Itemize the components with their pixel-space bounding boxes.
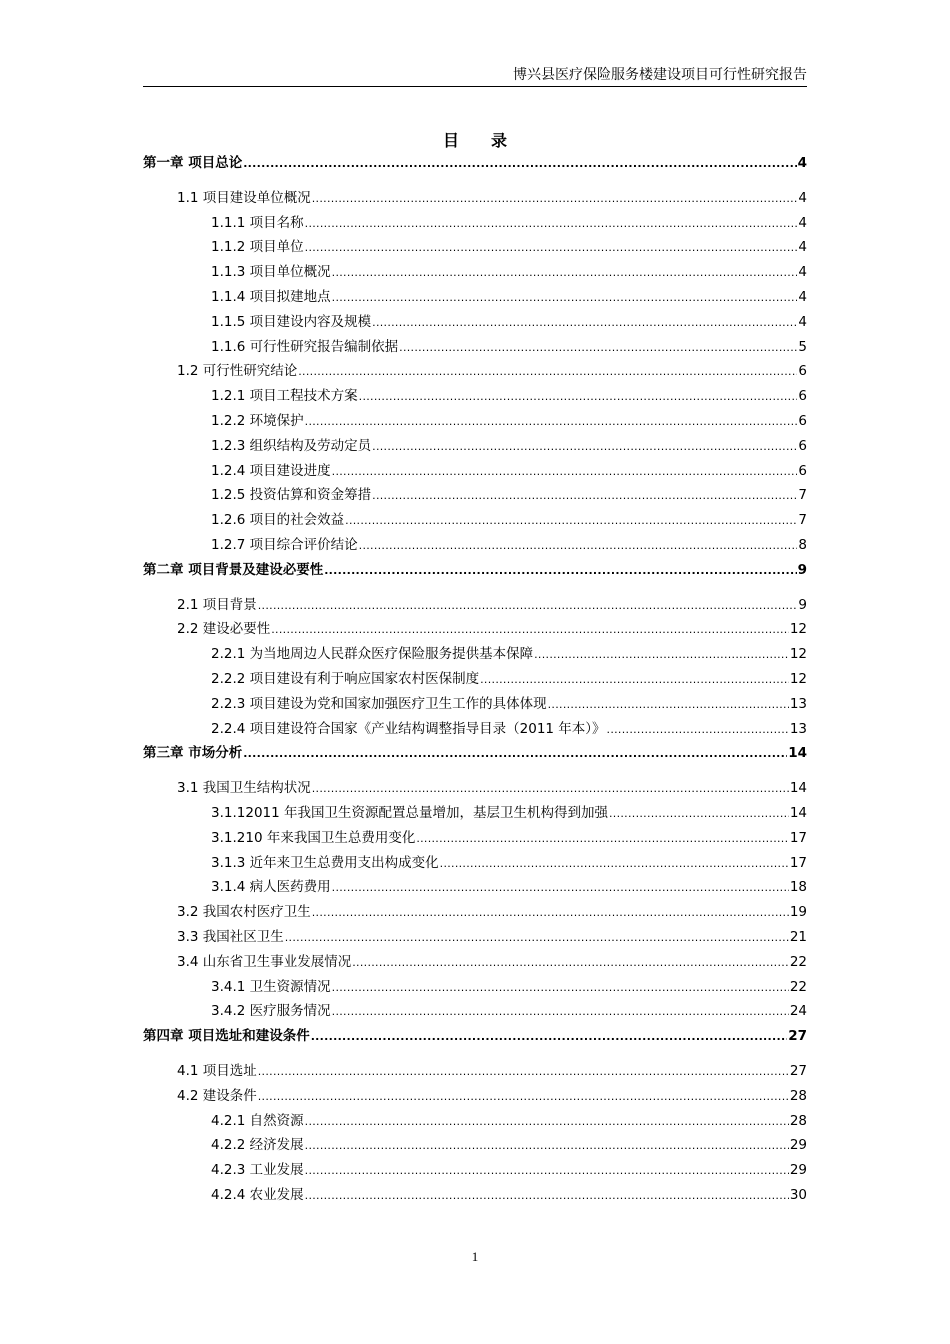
toc-entry-label: 1.1.2 项目单位 xyxy=(211,239,304,256)
toc-entry-page: 13 xyxy=(789,720,807,737)
toc-leader-dots xyxy=(305,1137,789,1155)
toc-leader-dots xyxy=(372,487,797,505)
toc-section-entry[interactable] xyxy=(177,1062,807,1081)
toc-leader-dots xyxy=(440,855,789,873)
toc-entry-label: 4.1 项目选址 xyxy=(177,1063,257,1079)
toc-entry-page: 4 xyxy=(797,155,807,171)
toc-leader-dots xyxy=(312,190,798,208)
toc-entry-label: 3.1.210 年来我国卫生总费用变化 xyxy=(211,829,416,846)
toc-entry-page: 12 xyxy=(789,621,807,638)
toc-entry-page: 29 xyxy=(789,1162,807,1179)
toc-leader-dots xyxy=(372,438,797,456)
toc-section-entry[interactable] xyxy=(177,903,807,922)
toc-entry-page: 6 xyxy=(798,413,807,429)
toc-leader-dots xyxy=(534,646,789,664)
running-header: 博兴县医疗保险服务楼建设项目可行性研究报告 xyxy=(513,68,807,83)
toc-subsection-entry[interactable] xyxy=(211,670,807,689)
toc-entry-label: 1.1.3 项目单位概况 xyxy=(211,264,331,281)
toc-leader-dots xyxy=(548,696,789,714)
toc-entry-page: 8 xyxy=(798,537,807,553)
toc-leader-dots xyxy=(258,1063,789,1081)
toc-entry-label: 1.2.1 项目工程技术方案 xyxy=(211,388,358,405)
toc-entry-page: 13 xyxy=(789,695,807,712)
toc-entry-label: 2.2 建设必要性 xyxy=(177,621,271,638)
toc-leader-dots xyxy=(352,954,789,972)
toc-entry-label: 1.2.4 项目建设进度 xyxy=(211,462,331,479)
toc-leader-dots xyxy=(305,1113,789,1131)
toc-entry-label: 3.1.3 近年来卫生总费用支出构成变化 xyxy=(211,854,439,871)
toc-subsection-entry[interactable] xyxy=(211,1112,807,1131)
toc-chapter-entry[interactable] xyxy=(143,1027,807,1046)
toc-leader-dots xyxy=(258,597,798,615)
toc-entry-page: 6 xyxy=(798,388,807,405)
toc-subsection-entry[interactable] xyxy=(211,214,807,233)
toc-entry-page: 30 xyxy=(789,1187,807,1203)
toc-section-entry[interactable] xyxy=(177,1087,807,1106)
toc-leader-dots xyxy=(305,215,798,233)
toc-subsection-entry[interactable] xyxy=(211,238,807,257)
toc-entry-label: 3.4 山东省卫生事业发展情况 xyxy=(177,953,352,970)
toc-entry-label: 第一章 项目总论 xyxy=(143,155,243,171)
toc-subsection-entry[interactable] xyxy=(211,645,807,664)
toc-entry-label: 第四章 项目选址和建设条件 xyxy=(143,1028,310,1045)
toc-section-entry[interactable] xyxy=(177,596,807,615)
toc-subsection-entry[interactable] xyxy=(211,1002,807,1021)
toc-entry-label: 4.2.1 自然资源 xyxy=(211,1112,304,1129)
toc-entry-page: 27 xyxy=(788,1028,807,1045)
toc-entry-label: 1.2.2 环境保护 xyxy=(211,413,304,429)
toc-leader-dots xyxy=(305,413,798,431)
toc-entry-page: 6 xyxy=(798,437,807,454)
toc-title: 目 录 xyxy=(442,133,521,150)
toc-subsection-entry[interactable] xyxy=(211,854,807,873)
toc-entry-page: 7 xyxy=(798,487,807,504)
toc-entry-page: 18 xyxy=(789,879,807,896)
toc-section-entry[interactable] xyxy=(177,953,807,972)
toc-entry-page: 4 xyxy=(798,239,807,256)
toc-entry-label: 3.4.1 卫生资源情况 xyxy=(211,978,331,995)
toc-entry-label: 1.2.3 组织结构及劳动定员 xyxy=(211,437,372,454)
toc-entry-label: 4.2 建设条件 xyxy=(177,1087,257,1104)
toc-leader-dots xyxy=(305,1187,789,1205)
toc-entry-label: 2.2.3 项目建设为党和国家加强医疗卫生工作的具体体现 xyxy=(211,695,547,712)
toc-entry-label: 3.1 我国卫生结构状况 xyxy=(177,780,311,797)
toc-section-entry[interactable] xyxy=(177,189,807,208)
toc-entry-page: 14 xyxy=(789,805,807,821)
toc-entry-label: 3.3 我国社区卫生 xyxy=(177,929,284,945)
toc-leader-dots xyxy=(332,264,798,282)
toc-leader-dots xyxy=(332,289,798,307)
toc-entry-page: 6 xyxy=(798,462,807,479)
toc-chapter-entry[interactable] xyxy=(143,561,807,580)
toc-subsection-entry[interactable] xyxy=(211,1186,807,1205)
toc-entry-label: 1.2.5 投资估算和资金筹措 xyxy=(211,487,372,504)
toc-leader-dots xyxy=(359,388,798,406)
toc-entry-label: 第二章 项目背景及建设必要性 xyxy=(143,561,324,578)
toc-leader-dots xyxy=(305,239,798,257)
toc-entry-page: 29 xyxy=(789,1137,807,1154)
toc-leader-dots xyxy=(312,780,789,798)
toc-entry-page: 4 xyxy=(798,264,807,281)
toc-entry-page: 14 xyxy=(788,745,807,762)
toc-leader-dots xyxy=(607,721,789,739)
toc-leader-dots xyxy=(258,1088,789,1106)
toc-entry-label: 1.2 可行性研究结论 xyxy=(177,363,298,380)
toc-section-entry[interactable] xyxy=(177,928,807,947)
toc-subsection-entry[interactable] xyxy=(211,720,807,739)
toc-entry-label: 1.1.6 可行性研究报告编制依据 xyxy=(211,338,399,355)
toc-subsection-entry[interactable] xyxy=(211,338,807,357)
toc-leader-dots xyxy=(609,805,789,823)
toc-entry-label: 3.1.4 病人医药费用 xyxy=(211,879,331,896)
toc-entry-label: 1.1.4 项目拟建地点 xyxy=(211,289,331,305)
toc-subsection-entry[interactable] xyxy=(211,695,807,714)
toc-leader-dots xyxy=(324,562,796,580)
toc-leader-dots xyxy=(311,1028,788,1046)
toc-entry-label: 2.2.4 项目建设符合国家《产业结构调整指导目录（2011 年本）》 xyxy=(211,720,606,737)
toc-subsection-entry[interactable] xyxy=(211,462,807,481)
toc-subsection-entry[interactable] xyxy=(211,829,807,848)
toc-entry-label: 3.4.2 医疗服务情况 xyxy=(211,1003,331,1020)
toc-subsection-entry[interactable] xyxy=(211,288,807,307)
toc-subsection-entry[interactable] xyxy=(211,1161,807,1180)
toc-entry-label: 4.2.2 经济发展 xyxy=(211,1137,304,1154)
toc-subsection-entry[interactable] xyxy=(211,978,807,997)
toc-leader-dots xyxy=(399,339,797,357)
toc-entry-page: 21 xyxy=(789,929,807,945)
toc-entry-page: 12 xyxy=(789,646,807,663)
toc-chapter-entry[interactable] xyxy=(143,744,807,763)
toc-section-entry[interactable] xyxy=(177,620,807,639)
toc-entry-page: 14 xyxy=(789,780,807,797)
toc-entry-page: 22 xyxy=(789,978,807,995)
toc-leader-dots xyxy=(243,745,787,763)
toc-chapter-entry[interactable] xyxy=(143,154,807,173)
toc-entry-label: 1.1 项目建设单位概况 xyxy=(177,189,311,206)
toc-entry-page: 24 xyxy=(789,1003,807,1020)
toc-entry-page: 12 xyxy=(789,671,807,687)
toc-entry-page: 9 xyxy=(797,561,807,578)
toc-entry-label: 1.2.6 项目的社会效益 xyxy=(211,512,345,529)
toc-entry-label: 2.1 项目背景 xyxy=(177,596,257,613)
toc-entry-page: 27 xyxy=(789,1063,807,1079)
toc-entry-label: 3.1.12011 年我国卫生资源配置总量增加，基层卫生机构得到加强 xyxy=(211,805,608,821)
toc-entry-page: 5 xyxy=(798,338,807,355)
toc-entry-page: 28 xyxy=(789,1112,807,1129)
toc-entry-label: 4.2.4 农业发展 xyxy=(211,1187,304,1203)
toc-entry-label: 2.2.2 项目建设有利于响应国家农村医保制度 xyxy=(211,671,480,687)
toc-entry-label: 第三章 市场分析 xyxy=(143,745,243,762)
toc-leader-dots xyxy=(243,155,796,173)
toc-entry-page: 22 xyxy=(789,953,807,970)
toc-entry-page: 4 xyxy=(798,289,807,305)
toc-leader-dots xyxy=(416,830,788,848)
toc-entry-page: 17 xyxy=(789,829,807,846)
toc-leader-dots xyxy=(332,979,789,997)
toc-entry-page: 4 xyxy=(798,214,807,231)
toc-leader-dots xyxy=(271,621,789,639)
toc-subsection-entry[interactable] xyxy=(211,536,807,555)
toc-entry-label: 4.2.3 工业发展 xyxy=(211,1162,304,1179)
toc-leader-dots xyxy=(480,671,789,689)
toc-entry-page: 4 xyxy=(798,313,807,330)
toc-leader-dots xyxy=(372,314,797,332)
toc-entry-label: 1.1.1 项目名称 xyxy=(211,214,304,231)
toc-subsection-entry[interactable] xyxy=(211,511,807,530)
toc-entry-page: 17 xyxy=(789,854,807,871)
toc-leader-dots xyxy=(345,512,797,530)
toc-subsection-entry[interactable] xyxy=(211,263,807,282)
toc-leader-dots xyxy=(332,1003,789,1021)
toc-subsection-entry[interactable] xyxy=(211,387,807,406)
toc-entry-page: 6 xyxy=(798,363,807,380)
toc-entry-page: 7 xyxy=(798,512,807,529)
toc-leader-dots xyxy=(312,904,789,922)
toc-leader-dots xyxy=(332,463,798,481)
toc-section-entry[interactable] xyxy=(177,362,807,381)
toc-entry-page: 28 xyxy=(789,1087,807,1104)
toc-section-entry[interactable] xyxy=(177,779,807,798)
toc-leader-dots xyxy=(305,1162,789,1180)
toc-subsection-entry[interactable] xyxy=(211,412,807,431)
toc-subsection-entry[interactable] xyxy=(211,878,807,897)
toc-subsection-entry[interactable] xyxy=(211,486,807,505)
toc-entry-label: 1.2.7 项目综合评价结论 xyxy=(211,537,358,553)
toc-subsection-entry[interactable] xyxy=(211,437,807,456)
toc-entry-label: 1.1.5 项目建设内容及规模 xyxy=(211,313,372,330)
toc-subsection-entry[interactable] xyxy=(211,804,807,823)
toc-entry-label: 3.2 我国农村医疗卫生 xyxy=(177,904,311,921)
toc-entry-page: 19 xyxy=(789,904,807,921)
toc-leader-dots xyxy=(285,929,789,947)
toc-leader-dots xyxy=(359,537,798,555)
page-number: 1 xyxy=(471,1249,479,1264)
toc-leader-dots xyxy=(332,879,789,897)
toc-leader-dots xyxy=(298,363,797,381)
toc-entry-page: 9 xyxy=(798,596,807,613)
toc-subsection-entry[interactable] xyxy=(211,313,807,332)
toc-subsection-entry[interactable] xyxy=(211,1136,807,1155)
toc-entry-label: 2.2.1 为当地周边人民群众医疗保险服务提供基本保障 xyxy=(211,646,534,663)
toc-entry-page: 4 xyxy=(798,189,807,206)
